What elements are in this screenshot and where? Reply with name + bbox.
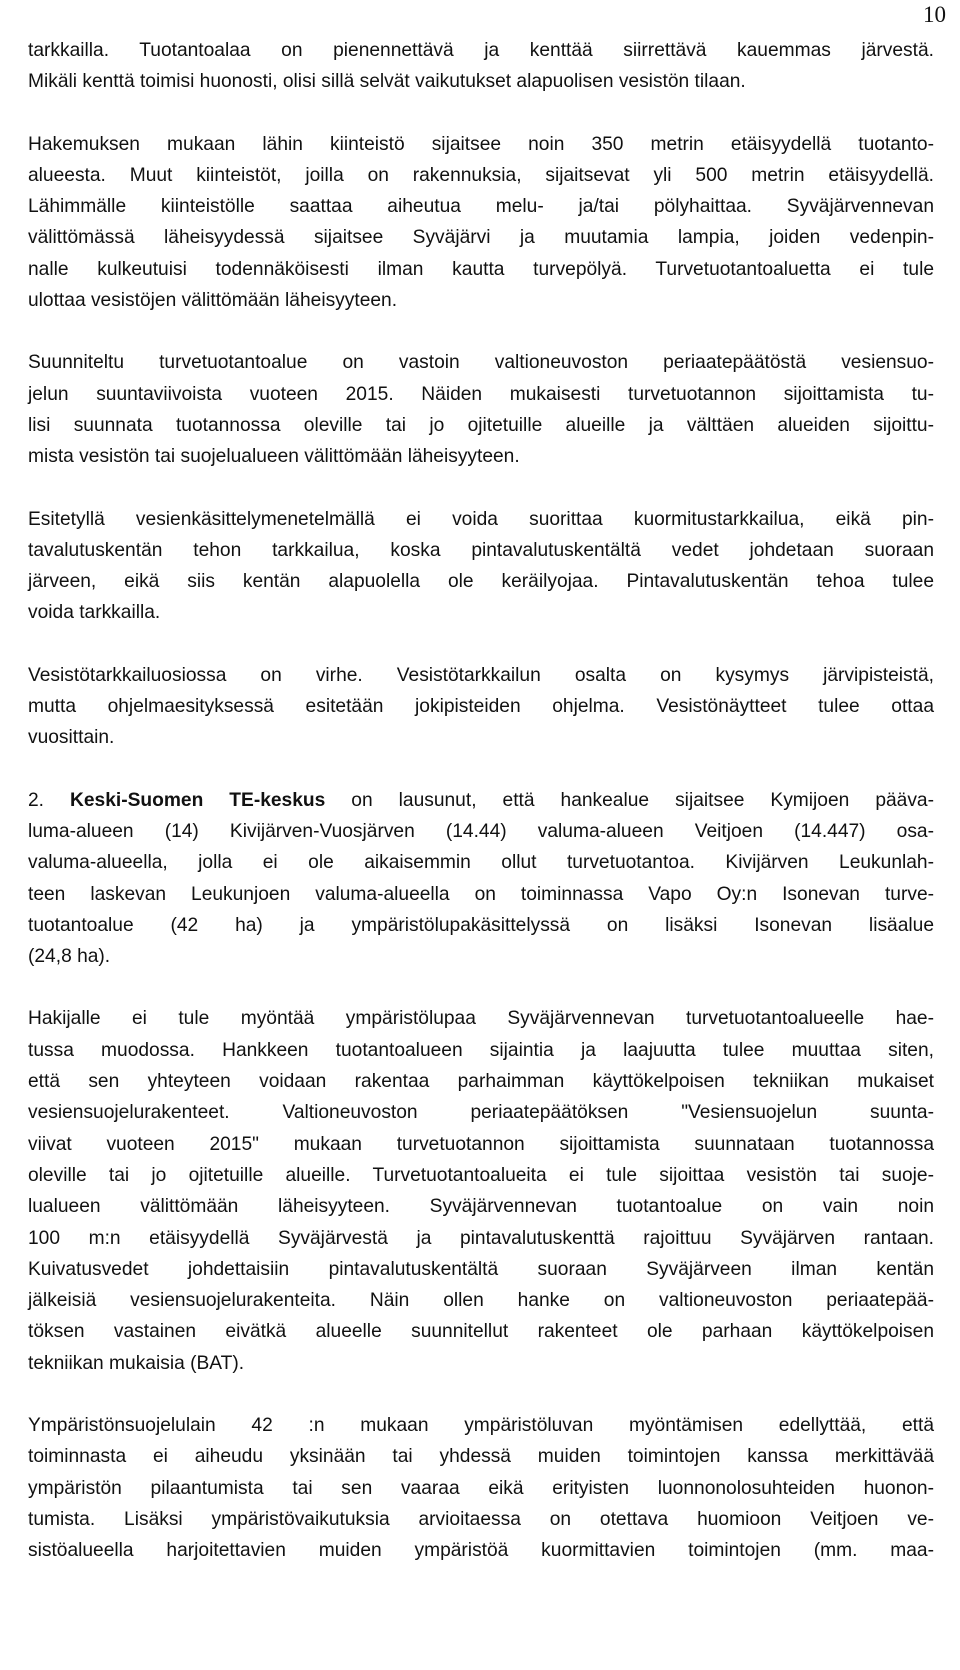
text-line: valuma-alueella, jolla ei ole aikaisemmin ollut turvetuotantoa. Kivijärven Leukunlah- xyxy=(28,852,934,874)
text-line: mutta ohjelmaesityksessä esitetään jokipisteiden ohjelma. Vesistönäytteet tulee ottaa xyxy=(28,696,934,718)
text-line: lisi suunnata tuotannossa oleville tai jo ojitetuille alueille ja välttäen alueiden sijoittu- xyxy=(28,414,934,436)
text-line: Vesistötarkkailuosiossa on virhe. Vesistötarkkailun osalta on kysymys järvipisteistä, xyxy=(28,664,934,686)
text-line: ympäristön pilaantumista tai sen vaaraa eikä erityisten luonnonolosuhteiden huonon- xyxy=(28,1477,934,1499)
text-line: viivat vuoteen 2015" mukaan turvetuotannon sijoittamista suunnataan tuotannossa xyxy=(28,1133,934,1155)
text-line: (24,8 ha). xyxy=(28,946,111,968)
text-line: jelun suuntaviivoista vuoteen 2015. Näiden mukaisesti turvetuotannon sijoittamista tu- xyxy=(28,383,934,405)
text-line: 100 m:n etäisyydellä Syväjärvestä ja pintavalutuskenttä rajoittuu Syväjärven rantaan. xyxy=(28,1227,934,1249)
text-line: teen laskevan Leukunjoen valuma-alueella on toiminnassa Vapo Oy:n Isonevan turve- xyxy=(28,883,934,905)
text-line: Kuivatusvedet johdettaisiin pintavalutuskentältä suoraan Syväjärveen ilman kentän xyxy=(28,1258,934,1280)
text-line: että sen yhteyteen voidaan rakentaa parhaimman käyttökelpoisen tekniikan mukaiset xyxy=(28,1071,934,1093)
text-line: oleville tai jo ojitetuille alueille. Turvetuotantoalueita ei tule sijoittaa vesistön tai suoje- xyxy=(28,1164,934,1186)
text-line: Hakemuksen mukaan lähin kiinteistö sijaitsee noin 350 metrin etäisyydellä tuotanto- xyxy=(28,133,934,155)
text-line: sistöalueella harjoitettavien muiden ympäristöä kuormittavien toimintojen (mm. maa- xyxy=(28,1540,934,1562)
text-line: lualueen välittömään läheisyyteen. Syväjärvennevan tuotantoalue on vain noin xyxy=(28,1196,934,1218)
text-line: alueesta. Muut kiinteistöt, joilla on rakennuksia, sijaitsevat yli 500 metrin etäisyydellä. xyxy=(28,164,934,186)
text-line: Esitetyllä vesienkäsittelymenetelmällä ei voida suorittaa kuormitustarkkailua, eikä pin- xyxy=(28,508,934,530)
text-line: Suunniteltu turvetuotantoalue on vastoin valtioneuvoston periaatepäätöstä vesiensuo- xyxy=(28,352,934,374)
text-line: voida tarkkailla. xyxy=(28,602,161,624)
text-line: järveen, eikä siis kentän alapuolella ole keräilyojaa. Pintavalutuskentän tehoa tulee xyxy=(28,571,934,593)
text-line: vuosittain. xyxy=(28,727,115,749)
text-line: Mikäli kenttä toimisi huonosti, olisi sillä selvät vaikutukset alapuolisen vesistön tilaan. xyxy=(28,71,746,93)
paragraph-2 xyxy=(28,129,934,317)
text-line: Lähimmälle kiinteistölle saattaa aiheutua melu- ja/tai pölyhaittaa. Syväjärvennevan xyxy=(28,196,934,218)
authority-name: Keski-Suomen TE-keskus xyxy=(70,789,326,811)
text-line: töksen vastainen eivätkä alueelle suunnitellut rakenteet ole parhaan käyttökelpoisen xyxy=(28,1321,934,1343)
paragraph-1 xyxy=(28,35,934,98)
paragraph-6 xyxy=(28,785,934,973)
paragraph-8 xyxy=(28,1410,934,1566)
text-line: tarkkailla. Tuotantoalaa on pienennettävä ja kenttää siirrettävä kauemmas järvestä. xyxy=(28,40,934,61)
text-line: ulottaa vesistöjen välittömään läheisyyteen. xyxy=(28,290,398,312)
text-line: tuotantoalue (42 ha) ja ympäristölupakäsittelyssä on lisäksi Isonevan lisäalue xyxy=(28,914,934,936)
text-line: nalle kulkeutuisi todennäköisesti ilman kautta turvepölyä. Turvetuotantoaluetta ei tule xyxy=(28,258,934,280)
text-line xyxy=(28,785,934,816)
text-fragment: on lausunut, että hankealue sijaitsee Kymijoen pääva- xyxy=(325,789,934,811)
paragraph-4 xyxy=(28,504,934,629)
text-line: tekniikan mukaisia (BAT). xyxy=(28,1352,245,1374)
text-line: jälkeisiä vesiensuojelurakenteita. Näin ollen hanke on valtioneuvoston periaatepää- xyxy=(28,1290,934,1312)
text-line: tussa muodossa. Hankkeen tuotantoalueen sijaintia ja laajuutta tulee muuttaa siten, xyxy=(28,1039,934,1061)
text-line: mista vesistön tai suojelualueen välittömään läheisyyteen. xyxy=(28,446,520,468)
text-line: Hakijalle ei tule myöntää ympäristölupaa Syväjärvennevan turvetuotantoalueelle hae- xyxy=(28,1008,934,1030)
text-line: luma-alueen (14) Kivijärven-Vuosjärven (14.44) valuma-alueen Veitjoen (14.447) osa- xyxy=(28,820,934,842)
list-number: 2. xyxy=(28,789,71,811)
paragraph-5 xyxy=(28,660,934,754)
text-line: Ympäristönsuojelulain 42 :n mukaan ympäristöluvan myöntämisen edellyttää, että xyxy=(28,1414,934,1436)
document-body xyxy=(28,35,934,1597)
text-line: tavalutuskentän tehon tarkkailua, koska pintavalutuskentältä vedet johdetaan suoraan xyxy=(28,539,934,561)
page-number: 10 xyxy=(923,2,946,27)
text-line: vesiensuojelurakenteet. Valtioneuvoston periaatepäätöksen "Vesiensuojelun suunta- xyxy=(28,1102,934,1124)
paragraph-7 xyxy=(28,1003,934,1379)
text-line: tumista. Lisäksi ympäristövaikutuksia arvioitaessa on otettava huomioon Veitjoen ve- xyxy=(28,1508,934,1530)
paragraph-3 xyxy=(28,347,934,472)
text-line: välittömässä läheisyydessä sijaitsee Syväjärvi ja muutamia lampia, joiden vedenpin- xyxy=(28,227,934,249)
text-line: toiminnasta ei aiheudu yksinään tai yhdessä muiden toimintojen kanssa merkittävää xyxy=(28,1446,934,1468)
